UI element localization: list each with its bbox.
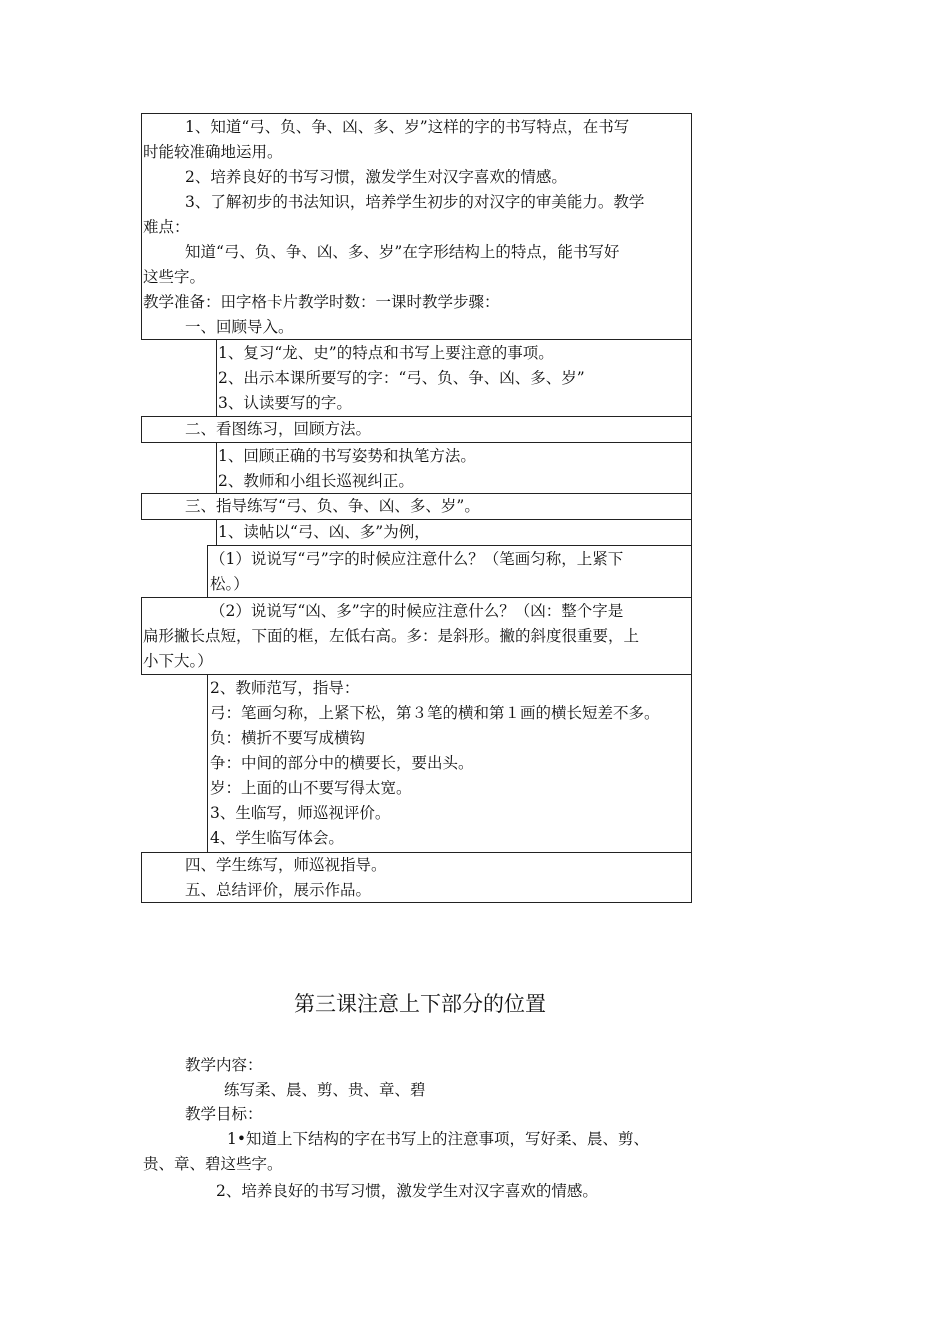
step3-item: 1、读帖以“弓、凶、多”为例， [218,523,430,541]
goals-label: 教学目标： [185,1105,263,1123]
objective-line: 3、了解初步的书法知识，培养学生初步的对汉字的审美能力。教学 [185,193,645,211]
question-2: 扁形撇长点短，下面的框，左低右高。多：是斜形。撇的斜度很重要，上 [143,627,640,645]
objective-line: 2、培养良好的书写习惯，激发学生对汉字喜欢的情感。 [185,168,567,186]
objective-line: 难点： [143,218,190,236]
difficulty-line: 知道“弓、负、争、凶、多、岁”在字形结构上的特点，能书写好 [185,243,620,261]
difficulty-line: 这些字。 [143,268,206,286]
step2-heading: 二、看图练习，回顾方法。 [185,420,372,438]
step1-item: 1、复习“龙、史”的特点和书写上要注意的事项。 [218,344,554,362]
step1-item: 3、认读要写的字。 [218,394,352,412]
question-2: （2）说说写“凶、多”字的时候应注意什么？（凶：整个字是 [210,602,624,620]
demo-line: 4、学生临写体会。 [210,829,344,847]
step3-heading: 三、指导练写“弓、负、争、凶、多、岁”。 [185,497,480,515]
demo-line: 弓：笔画匀称，上紧下松，第３笔的横和第１画的横长短差不多。 [210,704,660,722]
question-2: 小下大。） [143,652,213,670]
preparation-line: 教学准备：田字格卡片教学时数：一课时教学步骤： [143,293,500,311]
step1-heading: 一、回顾导入。 [185,318,294,336]
step1-item: 2、出示本课所要写的字：“弓、负、争、凶、多、岁” [218,369,585,387]
goal-1: 贵、章、碧这些字。 [143,1155,283,1173]
goal-2: 2、培养良好的书写习惯，激发学生对汉字喜欢的情感。 [216,1182,598,1200]
question-1: （1）说说写“弓”字的时候应注意什么？（笔画匀称，上紧下 [210,550,624,568]
demo-line: 争：中间的部分中的横要长，要出头。 [210,754,474,772]
step2-item: 2、教师和小组长巡视纠正。 [218,472,414,490]
objective-line: 时能较准确地运用。 [143,143,283,161]
lesson-title: 第三课注意上下部分的位置 [294,992,546,1016]
demo-line: 负：横折不要写成横钩 [210,729,366,747]
demo-line: 3、生临写，师巡视评价。 [210,804,391,822]
content-characters: 练写柔、晨、剪、贵、章、碧 [224,1081,426,1099]
demo-line: 岁：上面的山不要写得太宽。 [210,779,412,797]
question-1: 松。） [210,575,249,593]
objective-line: 1、知道“弓、负、争、凶、多、岁”这样的字的书写特点，在书写 [185,118,630,136]
goal-1: 1•知道上下结构的字在书写上的注意事项，写好柔、晨、剪、 [227,1130,650,1148]
step2-item: 1、回顾正确的书写姿势和执笔方法。 [218,447,476,465]
step4-heading: 四、学生练写，师巡视指导。 [185,856,387,874]
demo-line: 2、教师范写，指导： [210,679,360,697]
content-label: 教学内容： [185,1056,263,1074]
step5-heading: 五、总结评价，展示作品。 [185,881,372,899]
